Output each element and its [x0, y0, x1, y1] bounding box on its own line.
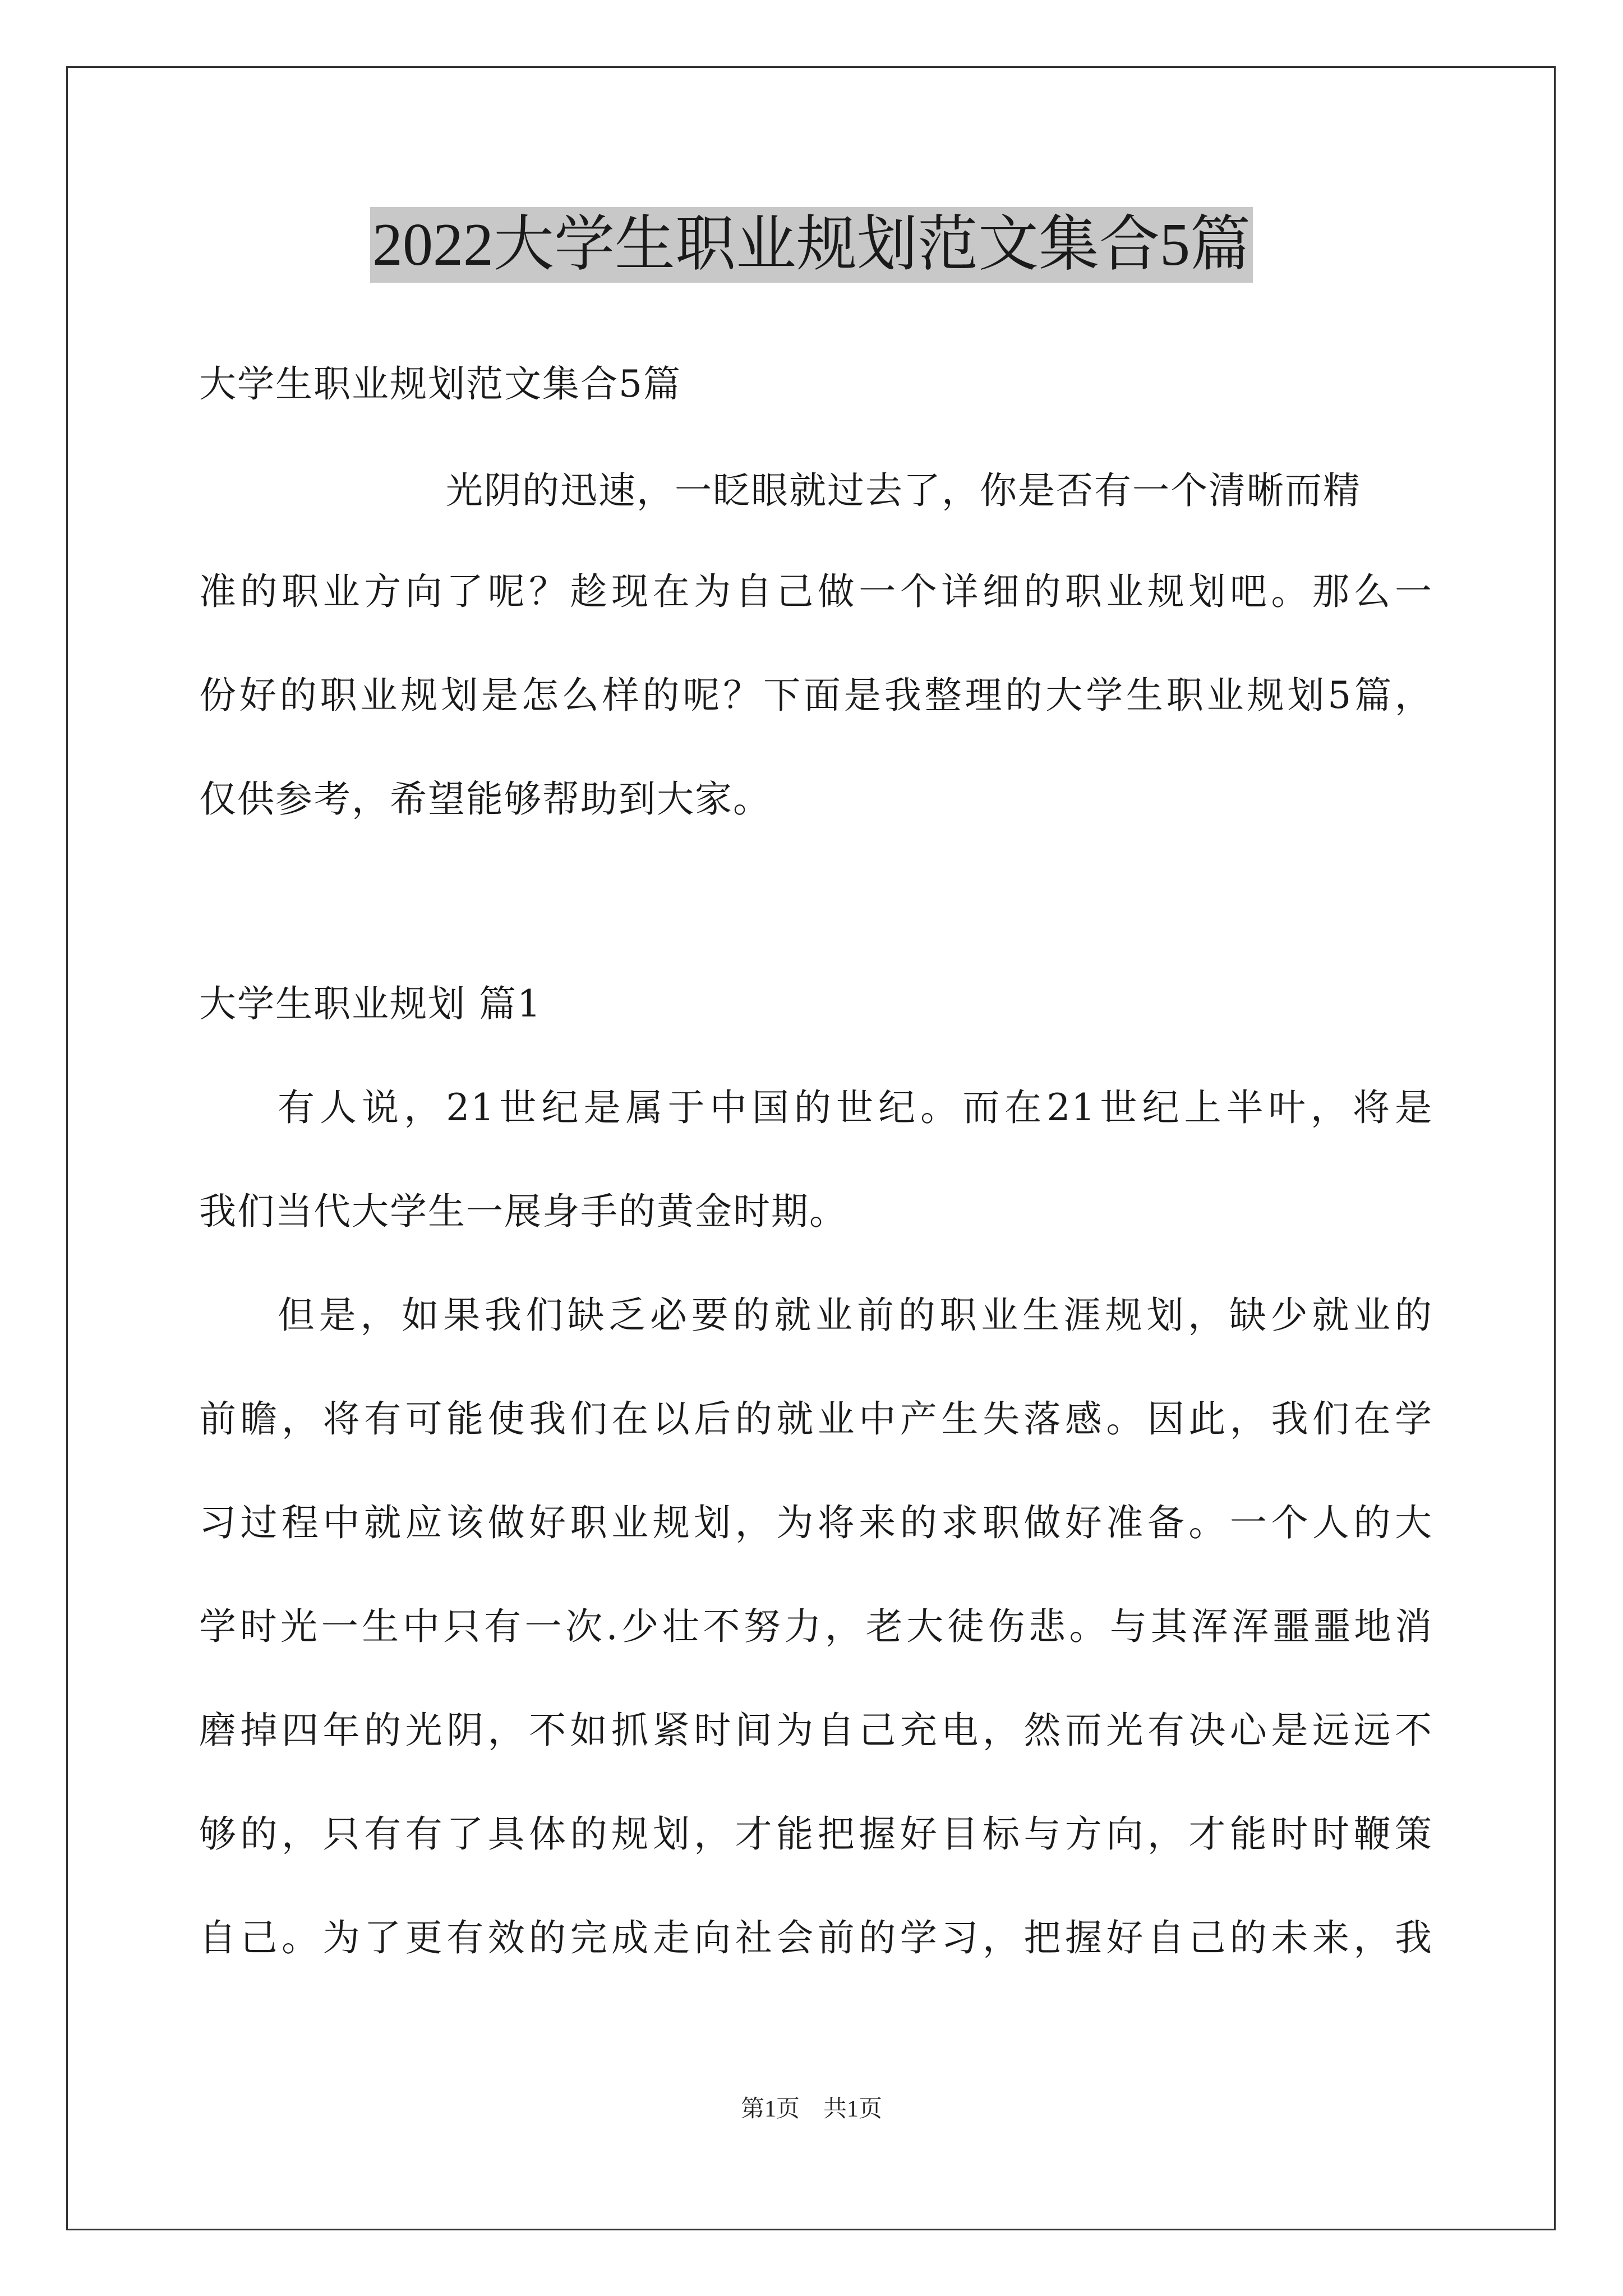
- paragraph2-line-5: 磨掉四年的光阴，不如抓紧时间为自己充电，然而光有决心是远远不: [199, 1709, 1433, 1752]
- intro-line-3: 份好的职业规划是怎么样的呢？下面是我整理的大学生职业规划5篇，: [199, 674, 1433, 717]
- paragraph1-line-1: 有人说，21世纪是属于中国的世纪。而在21世纪上半叶，将是: [278, 1086, 1433, 1129]
- paragraph2-line-2: 前瞻，将有可能使我们在以后的就业中产生失落感。因此，我们在学: [199, 1397, 1433, 1441]
- paragraph2-line-1: 但是，如果我们缺乏必要的就业前的职业生涯规划，缺少就业的: [278, 1294, 1433, 1337]
- intro-line-4: 仅供参考，希望能够帮助到大家。: [199, 777, 771, 821]
- section-heading: 大学生职业规划 篇1: [199, 982, 542, 1025]
- document-title-text: 2022大学生职业规划范文集合5篇: [370, 207, 1253, 283]
- paragraph2-line-7: 自己。为了更有效的完成走向社会前的学习，把握好自己的未来，我: [199, 1916, 1433, 1959]
- document-title: [0, 203, 1623, 287]
- intro-line-2: 准的职业方向了呢？趁现在为自己做一个详细的职业规划吧。那么一: [199, 570, 1433, 613]
- paragraph2-line-3: 习过程中就应该做好职业规划，为将来的求职做好准备。一个人的大: [199, 1501, 1433, 1544]
- intro-line-1: 光阴的迅速，一眨眼就过去了，你是否有一个清晰而精: [446, 469, 1361, 512]
- page-footer: 第1页 共1页: [740, 2096, 882, 2122]
- paragraph2-line-4: 学时光一生中只有一次.少壮不努力，老大徒伤悲。与其浑浑噩噩地消: [199, 1605, 1433, 1648]
- document-subtitle: 大学生职业规划范文集合5篇: [199, 362, 681, 406]
- paragraph1-line-2: 我们当代大学生一展身手的黄金时期。: [199, 1190, 847, 1233]
- paragraph2-line-6: 够的，只有有了具体的规划，才能把握好目标与方向，才能时时鞭策: [199, 1812, 1433, 1856]
